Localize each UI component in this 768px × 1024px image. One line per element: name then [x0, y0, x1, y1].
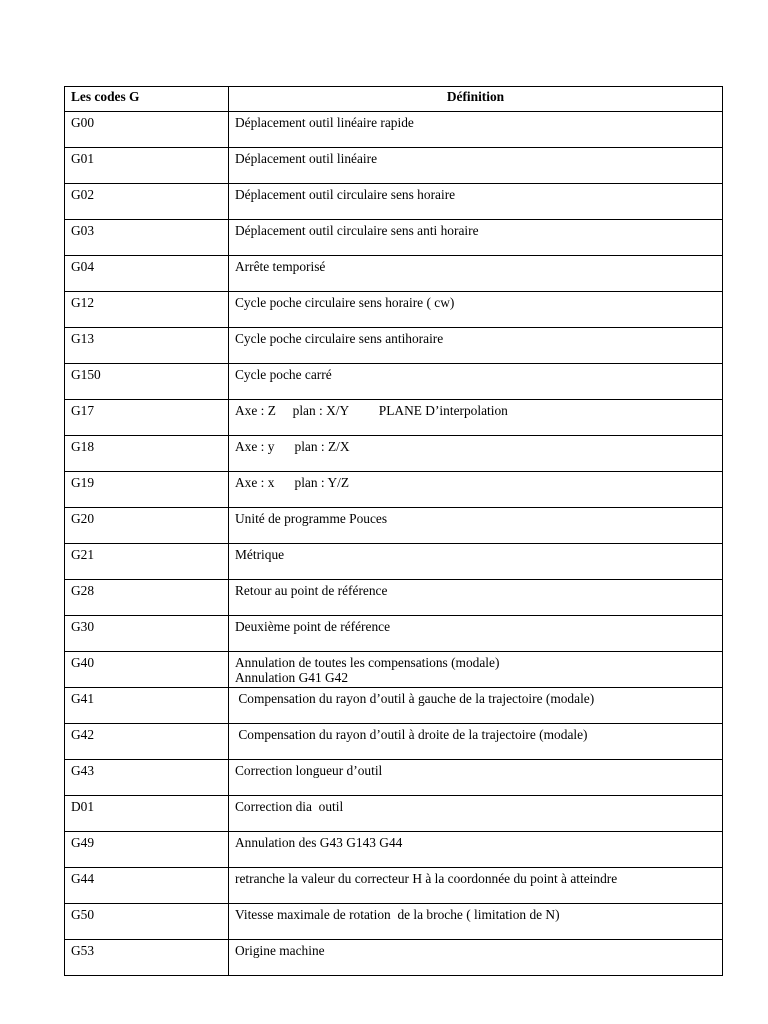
gcode-cell: G42: [65, 724, 229, 760]
gcode-cell: G21: [65, 544, 229, 580]
header-codes: Les codes G: [65, 87, 229, 112]
definition-cell: Retour au point de référence: [229, 580, 723, 616]
table-row: [65, 184, 723, 220]
definition-cell: Axe : Z plan : X/Y PLANE D’interpolation: [229, 400, 723, 436]
table-row: [65, 616, 723, 652]
definition-cell: Axe : y plan : Z/X: [229, 436, 723, 472]
table-row: [65, 436, 723, 472]
definition-cell: Compensation du rayon d’outil à gauche de la trajectoire (modale): [229, 688, 723, 724]
gcode-cell: G04: [65, 256, 229, 292]
gcode-cell: G28: [65, 580, 229, 616]
definition-cell: Axe : x plan : Y/Z: [229, 472, 723, 508]
gcode-cell: G12: [65, 292, 229, 328]
definition-cell: Déplacement outil linéaire rapide: [229, 112, 723, 148]
gcode-cell: G44: [65, 868, 229, 904]
gcode-cell: G02: [65, 184, 229, 220]
definition-cell: Annulation de toutes les compensations (modale) Annulation G41 G42: [229, 652, 723, 688]
definition-cell: Déplacement outil circulaire sens horaire: [229, 184, 723, 220]
definition-cell: Unité de programme Pouces: [229, 508, 723, 544]
table-row: [65, 364, 723, 400]
header-definition: Définition: [229, 87, 723, 112]
table-row: [65, 148, 723, 184]
table-row: [65, 400, 723, 436]
table-row: [65, 652, 723, 688]
gcode-cell: G20: [65, 508, 229, 544]
table-row: [65, 508, 723, 544]
table-row: [65, 292, 723, 328]
definition-cell: Déplacement outil linéaire: [229, 148, 723, 184]
table-row: [65, 940, 723, 976]
gcode-cell: G18: [65, 436, 229, 472]
definition-cell: retranche la valeur du correcteur H à la coordonnée du point à atteindre: [229, 868, 723, 904]
gcode-cell: G17: [65, 400, 229, 436]
gcode-cell: G00: [65, 112, 229, 148]
table-row: [65, 724, 723, 760]
gcode-cell: G19: [65, 472, 229, 508]
gcode-cell: G30: [65, 616, 229, 652]
table-row: [65, 544, 723, 580]
table-row: [65, 760, 723, 796]
table-row: [65, 688, 723, 724]
definition-cell: Compensation du rayon d’outil à droite de la trajectoire (modale): [229, 724, 723, 760]
gcode-cell: G49: [65, 832, 229, 868]
gcode-cell: G03: [65, 220, 229, 256]
definition-cell: Correction dia outil: [229, 796, 723, 832]
definition-cell: Déplacement outil circulaire sens anti horaire: [229, 220, 723, 256]
definition-cell: Correction longueur d’outil: [229, 760, 723, 796]
table-row: [65, 256, 723, 292]
gcode-cell: G41: [65, 688, 229, 724]
table-header-row: [65, 87, 723, 112]
definition-cell: Cycle poche circulaire sens horaire ( cw): [229, 292, 723, 328]
definition-cell: Origine machine: [229, 940, 723, 976]
gcode-cell: D01: [65, 796, 229, 832]
gcode-cell: G50: [65, 904, 229, 940]
table-row: [65, 796, 723, 832]
gcode-cell: G01: [65, 148, 229, 184]
table-row: [65, 112, 723, 148]
table-row: [65, 868, 723, 904]
table-row: [65, 220, 723, 256]
table-body: [65, 112, 723, 976]
definition-cell: Métrique: [229, 544, 723, 580]
gcode-cell: G150: [65, 364, 229, 400]
gcode-table: [64, 86, 723, 976]
definition-cell: Cycle poche circulaire sens antihoraire: [229, 328, 723, 364]
definition-cell: Vitesse maximale de rotation de la broche ( limitation de N): [229, 904, 723, 940]
table-row: [65, 472, 723, 508]
table-row: [65, 580, 723, 616]
gcode-cell: G43: [65, 760, 229, 796]
definition-cell: Deuxième point de référence: [229, 616, 723, 652]
table-row: [65, 328, 723, 364]
table-row: [65, 904, 723, 940]
definition-cell: Annulation des G43 G143 G44: [229, 832, 723, 868]
table-row: [65, 832, 723, 868]
gcode-cell: G13: [65, 328, 229, 364]
definition-cell: Arrête temporisé: [229, 256, 723, 292]
definition-cell: Cycle poche carré: [229, 364, 723, 400]
gcode-cell: G53: [65, 940, 229, 976]
gcode-cell: G40: [65, 652, 229, 688]
